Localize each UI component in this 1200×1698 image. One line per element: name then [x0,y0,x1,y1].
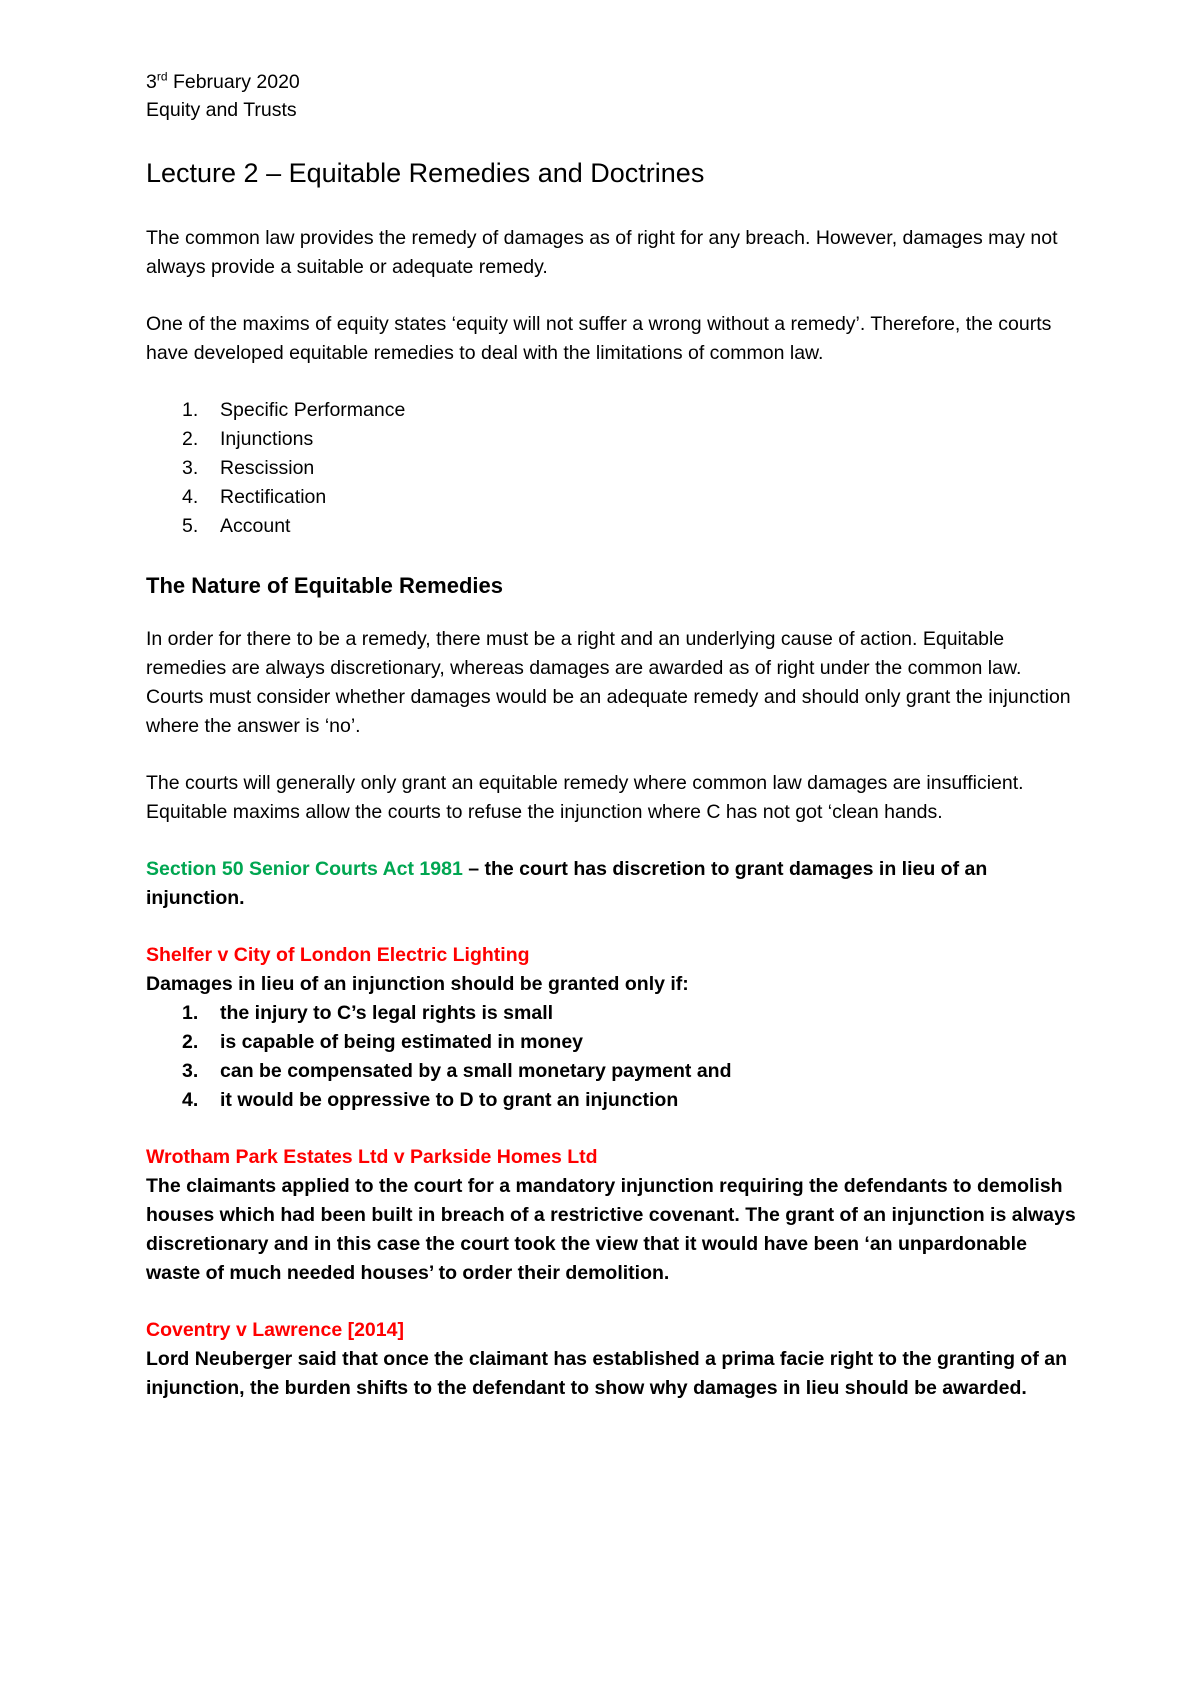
remedies-list [146,396,1080,541]
list-item-label: is capable of being estimated in money [220,1031,584,1053]
date-day: 3 [146,71,157,93]
case-shelfer [146,941,1080,1115]
date-rest: February 2020 [167,71,300,93]
list-item-label: can be compensated by a small monetary payment and [220,1060,732,1082]
statute-name: Section 50 Senior Courts Act 1981 [146,858,463,880]
nature-paragraph-2: The courts will generally only grant an equitable remedy where common law damages are insufficient. Equitable maxims allow the courts to refuse the injunction where C has not got ‘clean hands. [146,772,1024,823]
list-item [146,425,1080,454]
list-number: 2. [182,428,199,450]
intro-paragraph-1: The common law provides the remedy of damages as of right for any breach. However, damages may not always provide a suitable or adequate remedy. [146,227,1058,278]
list-item-label: Injunctions [220,428,314,450]
list-item-label: it would be oppressive to D to grant an injunction [220,1089,679,1111]
nature-paragraph-1: In order for there to be a remedy, there must be a right and an underlying cause of action. Equitable remedies are always discretionary, whereas damages are awarded as of right under the common law. Courts must consider whether damages would be an adequate remedy and should only grant the injunction where the answer is ‘no’. [146,628,1071,737]
list-number: 4. [182,1089,199,1111]
list-number: 3. [182,1060,199,1082]
case-intro: Damages in lieu of an injunction should be granted only if: [146,973,689,995]
list-item [146,1057,1080,1086]
intro-paragraph-2: One of the maxims of equity states ‘equity will not suffer a wrong without a remedy’. Therefore, the courts have developed equitable remedies to deal with the limitations of common law. [146,313,1052,364]
list-item [146,512,1080,541]
case-text: Lord Neuberger said that once the claimant has established a prima facie right to the granting of an injunction, the burden shifts to the defendant to show why damages in lieu should be awarded. [146,1348,1068,1399]
shelfer-criteria-list [146,999,1080,1115]
case-title: Shelfer v City of London Electric Lighting [146,944,530,966]
list-item-label: Account [220,515,291,537]
case-title: Wrotham Park Estates Ltd v Parkside Homes Ltd [146,1146,598,1168]
list-number: 4. [182,486,199,508]
section-heading: The Nature of Equitable Remedies [146,573,503,598]
list-item-label: the injury to C’s legal rights is small [220,1002,554,1024]
date-suffix: rd [156,69,168,84]
module-name: Equity and Trusts [146,99,297,121]
list-number: 1. [182,1002,199,1024]
case-coventry [146,1316,1080,1403]
list-item [146,454,1080,483]
list-number: 2. [182,1031,199,1053]
statute-paragraph [146,855,1080,913]
list-item [146,1086,1080,1115]
statute-text: – the court has discretion to grant damages in lieu of an injunction. [146,858,988,909]
case-wrotham [146,1143,1080,1288]
list-item-label: Rectification [220,486,327,508]
list-item-label: Specific Performance [220,399,406,421]
date-line [146,68,1080,96]
case-text: The claimants applied to the court for a mandatory injunction requiring the defendants to demolish houses which had been built in breach of a restrictive covenant. The grant of an injunction is always discretionary and in this case the court took the view that it would have been ‘an unpardonable waste of much needed houses’ to order their demolition. [146,1175,1076,1284]
lecture-title: Lecture 2 – Equitable Remedies and Doctrines [146,158,705,188]
list-item-label: Rescission [220,457,315,479]
case-title: Coventry v Lawrence [2014] [146,1319,404,1341]
list-number: 3. [182,457,199,479]
list-number: 5. [182,515,199,537]
list-item [146,1028,1080,1057]
list-item [146,999,1080,1028]
list-item [146,483,1080,512]
list-item [146,396,1080,425]
list-number: 1. [182,399,199,421]
